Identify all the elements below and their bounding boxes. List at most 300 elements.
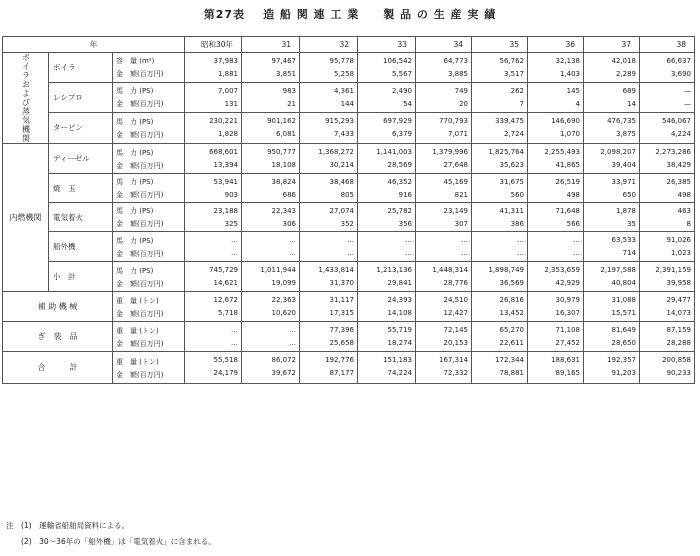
- cell-value: 1,898,749: [488, 266, 525, 274]
- data-cell: [528, 322, 584, 352]
- cell-value: 901,162: [267, 116, 297, 125]
- cell-value: 31,088: [611, 296, 637, 304]
- cell-value: 5,258: [333, 70, 355, 78]
- cell-value: 498: [677, 191, 692, 199]
- year-header: 34: [416, 37, 472, 53]
- cell-value: 18,108: [271, 161, 297, 169]
- cell-value: 1,448,314: [432, 266, 469, 274]
- measure-text: 金 額(百万円): [116, 279, 164, 288]
- cell-value: 28,288: [666, 339, 692, 347]
- data-cell: [185, 53, 242, 83]
- data-cell: [528, 174, 584, 203]
- table-row: [3, 112, 695, 143]
- data-cell: [242, 82, 300, 112]
- cell-value: …: [405, 236, 413, 244]
- cell-value: —: [684, 86, 692, 95]
- data-cell: [416, 352, 472, 384]
- cell-value: 42,929: [555, 279, 581, 287]
- data-cell: [358, 82, 416, 112]
- cell-value: 3,875: [615, 129, 637, 138]
- cell-value: 188,631: [551, 356, 581, 364]
- data-cell: [300, 144, 358, 174]
- cell-value: 4: [575, 99, 581, 108]
- measure-text: 容 量 (m²): [116, 57, 155, 66]
- cell-value: 14,621: [213, 279, 239, 287]
- cell-value: —: [684, 99, 692, 108]
- data-cell: [472, 262, 528, 292]
- data-cell: [300, 262, 358, 292]
- data-cell: [185, 292, 242, 322]
- cell-value: 42,018: [611, 57, 637, 65]
- data-cell: [242, 174, 300, 203]
- group-label: ぎ 装 品: [3, 322, 113, 352]
- table-row: [3, 322, 695, 352]
- data-cell: [242, 53, 300, 83]
- cell-value: 915,293: [325, 116, 355, 125]
- measure-label: [113, 53, 185, 83]
- cell-value: 55,719: [387, 326, 413, 334]
- data-cell: [242, 262, 300, 292]
- table-row: [3, 292, 695, 322]
- footnotes: [6, 518, 216, 550]
- cell-value: 950,777: [267, 148, 297, 156]
- cell-value: 3,885: [447, 70, 469, 78]
- group-label: 合 計: [3, 352, 113, 384]
- cell-value: 2,255,493: [544, 148, 581, 156]
- cell-value: 770,793: [439, 116, 469, 125]
- data-cell: [472, 232, 528, 262]
- data-cell: [640, 53, 695, 83]
- data-cell: [416, 112, 472, 143]
- data-cell: [242, 292, 300, 322]
- data-cell: [528, 352, 584, 384]
- cell-value: 39,404: [611, 161, 637, 169]
- data-cell: [416, 262, 472, 292]
- data-cell: [584, 352, 640, 384]
- table-row: [3, 174, 695, 203]
- cell-value: 22,611: [499, 339, 525, 347]
- measure-label: [113, 232, 185, 262]
- data-cell: [472, 82, 528, 112]
- cell-value: …: [231, 249, 239, 257]
- measure-text: 金 額(百万円): [116, 191, 164, 199]
- cell-value: 6,379: [391, 129, 413, 138]
- cell-value: 668,601: [209, 148, 239, 156]
- cell-value: 2,724: [503, 129, 525, 138]
- data-cell: [416, 174, 472, 203]
- cell-value: 65,270: [499, 326, 525, 334]
- cell-value: 903: [224, 191, 239, 199]
- data-cell: [584, 174, 640, 203]
- cell-value: 5,718: [217, 309, 239, 317]
- measure-text: 金 額(百万円): [116, 370, 164, 379]
- data-cell: [472, 352, 528, 384]
- cell-value: 13,452: [499, 309, 525, 317]
- cell-value: 5,567: [391, 70, 413, 78]
- table-number: 第27表: [203, 8, 246, 21]
- cell-value: 386: [510, 220, 525, 228]
- year-label: 年: [3, 37, 185, 53]
- data-cell: [640, 322, 695, 352]
- cell-value: 1,433,814: [318, 266, 355, 274]
- measure-label: [113, 262, 185, 292]
- data-cell: [472, 322, 528, 352]
- table-row: [3, 232, 695, 262]
- data-cell: [185, 174, 242, 203]
- cell-value: 916: [398, 191, 413, 199]
- measure-text: 重 量 (トン): [116, 357, 159, 366]
- cell-value: 356: [398, 220, 413, 228]
- table-row: [3, 262, 695, 292]
- cell-value: 1,011,944: [260, 266, 297, 274]
- cell-value: 29,477: [666, 296, 692, 304]
- cell-value: 13,394: [213, 161, 239, 169]
- subgroup-label: ボイラ: [49, 53, 113, 83]
- cell-value: 2,490: [391, 86, 413, 95]
- data-cell: [584, 232, 640, 262]
- data-cell: [242, 112, 300, 143]
- cell-value: 805: [340, 191, 355, 199]
- cell-value: 16,307: [555, 309, 581, 317]
- cell-value: …: [517, 249, 525, 257]
- data-cell: [640, 82, 695, 112]
- measure-text: 金 額(百万円): [116, 130, 164, 139]
- cell-value: 560: [510, 191, 525, 199]
- data-cell: [584, 53, 640, 83]
- data-cell: [640, 352, 695, 384]
- cell-value: 7,433: [333, 129, 355, 138]
- cell-value: 650: [622, 191, 637, 199]
- cell-value: 41,311: [499, 207, 525, 215]
- data-cell: [640, 174, 695, 203]
- data-cell: [528, 262, 584, 292]
- cell-value: 3,517: [503, 70, 525, 78]
- cell-value: 27,452: [555, 339, 581, 347]
- cell-value: 31,675: [499, 178, 525, 186]
- cell-value: 172,344: [495, 356, 525, 364]
- cell-value: 262: [510, 86, 525, 95]
- cell-value: 90,233: [666, 369, 692, 377]
- data-cell: [416, 203, 472, 232]
- cell-value: 18,274: [387, 339, 413, 347]
- cell-value: 1,881: [217, 70, 239, 78]
- measure-text: 金 額(百万円): [116, 220, 164, 228]
- cell-value: …: [347, 249, 355, 257]
- cell-value: 25,658: [329, 339, 355, 347]
- cell-value: 1,368,272: [318, 148, 355, 156]
- cell-value: 30,214: [329, 161, 355, 169]
- cell-value: …: [573, 249, 581, 257]
- cell-value: 89,165: [555, 369, 581, 377]
- cell-value: 23,188: [213, 207, 239, 215]
- data-cell: [358, 292, 416, 322]
- data-cell: [358, 174, 416, 203]
- cell-value: 95,778: [329, 57, 355, 65]
- data-cell: [242, 232, 300, 262]
- footnote: (2) 30～36年の「船外機」は「電気着火」に含まれる。: [6, 537, 216, 546]
- cell-value: 86,072: [271, 356, 297, 364]
- cell-value: 498: [566, 191, 581, 199]
- cell-value: 55,518: [213, 356, 239, 364]
- data-cell: [584, 292, 640, 322]
- cell-value: 53,941: [213, 178, 239, 186]
- table-caption: 造 船 関 連 工 業 製 品 の 生 産 実 績: [263, 8, 497, 21]
- cell-value: 33,971: [611, 178, 637, 186]
- cell-value: …: [405, 249, 413, 257]
- cell-value: 14: [627, 99, 637, 108]
- cell-value: 91,203: [611, 369, 637, 377]
- measure-text: 重 量 (トン): [116, 326, 159, 335]
- data-cell: [358, 203, 416, 232]
- data-cell: [584, 203, 640, 232]
- data-cell: [242, 352, 300, 384]
- cell-value: 697,929: [383, 116, 413, 125]
- cell-value: 36,569: [499, 279, 525, 287]
- cell-value: 307: [454, 220, 469, 228]
- measure-text: 金 額(百万円): [116, 100, 164, 109]
- cell-value: 71,108: [555, 326, 581, 334]
- measure-label: [113, 174, 185, 203]
- production-table: [2, 36, 695, 384]
- cell-value: 28,650: [611, 339, 637, 347]
- cell-value: 1,213,136: [376, 266, 413, 274]
- cell-value: 745,729: [209, 266, 239, 274]
- measure-text: 金 額(百万円): [116, 309, 164, 318]
- data-cell: [584, 262, 640, 292]
- year-header: 昭和30年: [185, 37, 242, 53]
- year-header: 33: [358, 37, 416, 53]
- cell-value: 1,825,764: [488, 148, 525, 156]
- year-header: 37: [584, 37, 640, 53]
- data-cell: [472, 144, 528, 174]
- cell-value: …: [289, 326, 297, 334]
- table-row: [3, 352, 695, 384]
- cell-value: 74,224: [387, 369, 413, 377]
- cell-value: 20: [459, 99, 469, 108]
- data-cell: [640, 144, 695, 174]
- cell-value: 97,467: [271, 57, 297, 65]
- data-cell: [640, 203, 695, 232]
- cell-value: 1,878: [615, 207, 637, 215]
- data-cell: [185, 352, 242, 384]
- data-cell: [358, 232, 416, 262]
- data-cell: [640, 232, 695, 262]
- cell-value: 1,403: [559, 70, 581, 78]
- cell-value: 87,159: [666, 326, 692, 334]
- footnote: 注 (1) 運輸省船舶局資料による。: [6, 521, 130, 530]
- data-cell: [358, 262, 416, 292]
- data-cell: [242, 203, 300, 232]
- cell-value: 2,273,286: [655, 148, 692, 156]
- cell-value: 151,183: [383, 356, 413, 364]
- cell-value: 46,352: [387, 178, 413, 186]
- subgroup-label: 小 計: [49, 262, 113, 292]
- data-cell: [358, 112, 416, 143]
- data-cell: [358, 322, 416, 352]
- cell-value: 31,370: [329, 279, 355, 287]
- cell-value: 35: [627, 220, 637, 228]
- data-cell: [185, 144, 242, 174]
- table-row: [3, 53, 695, 83]
- cell-value: 14,108: [387, 309, 413, 317]
- cell-value: 1,141,003: [376, 148, 413, 156]
- data-cell: [300, 352, 358, 384]
- data-cell: [416, 53, 472, 83]
- data-cell: [358, 144, 416, 174]
- measure-text: 馬 力 (PS): [116, 87, 154, 96]
- cell-value: 78,881: [499, 369, 525, 377]
- measure-text: 馬 力 (PS): [116, 178, 154, 186]
- cell-value: 2,353,659: [544, 266, 581, 274]
- measure-text: 金 額(百万円): [116, 339, 164, 348]
- cell-value: 31,117: [329, 296, 355, 304]
- cell-value: 476,735: [607, 116, 637, 125]
- cell-value: 7,071: [447, 129, 469, 138]
- data-cell: [528, 82, 584, 112]
- cell-value: 27,074: [329, 207, 355, 215]
- cell-value: 144: [340, 99, 355, 108]
- data-cell: [472, 292, 528, 322]
- data-cell: [242, 322, 300, 352]
- header-row: [3, 37, 695, 53]
- group-label: ボイラおよび蒸気機関: [3, 53, 49, 144]
- data-cell: [300, 203, 358, 232]
- data-cell: [640, 112, 695, 143]
- cell-value: 35,623: [499, 161, 525, 169]
- data-cell: [358, 53, 416, 83]
- cell-value: 38,429: [666, 161, 692, 169]
- data-cell: [472, 53, 528, 83]
- data-cell: [416, 292, 472, 322]
- measure-label: [113, 352, 185, 384]
- cell-value: 39,672: [271, 369, 297, 377]
- cell-value: 72,332: [443, 369, 469, 377]
- data-cell: [185, 203, 242, 232]
- cell-value: 32,138: [555, 57, 581, 65]
- data-cell: [300, 112, 358, 143]
- cell-value: 131: [224, 99, 239, 108]
- cell-value: 2,289: [615, 70, 637, 78]
- cell-value: 325: [224, 220, 239, 228]
- data-cell: [640, 292, 695, 322]
- cell-value: 45,169: [443, 178, 469, 186]
- subgroup-label: ディーゼル: [49, 144, 113, 174]
- cell-value: 106,542: [383, 57, 413, 65]
- cell-value: 54: [403, 99, 413, 108]
- subgroup-label: 焼 玉: [49, 174, 113, 203]
- data-cell: [416, 82, 472, 112]
- cell-value: …: [461, 236, 469, 244]
- year-header: 38: [640, 37, 695, 53]
- cell-value: 7: [519, 99, 525, 108]
- data-cell: [185, 232, 242, 262]
- cell-value: 24,510: [443, 296, 469, 304]
- cell-value: 10,620: [271, 309, 297, 317]
- year-header: 36: [528, 37, 584, 53]
- cell-value: 26,816: [499, 296, 525, 304]
- cell-value: 1,379,996: [432, 148, 469, 156]
- cell-value: 20,153: [443, 339, 469, 347]
- data-cell: [528, 203, 584, 232]
- measure-text: 金 額(百万円): [116, 70, 164, 79]
- data-cell: [185, 112, 242, 143]
- group-label: 補 助 機 械: [3, 292, 113, 322]
- data-cell: [472, 203, 528, 232]
- cell-value: …: [289, 339, 297, 347]
- data-cell: [300, 322, 358, 352]
- cell-value: 12,427: [443, 309, 469, 317]
- table-row: [3, 82, 695, 112]
- measure-text: 金 額(百万円): [116, 161, 164, 170]
- cell-value: 689: [622, 86, 637, 95]
- cell-value: 686: [282, 191, 297, 199]
- cell-value: 1,070: [559, 129, 581, 138]
- cell-value: 40,804: [611, 279, 637, 287]
- cell-value: 26,519: [555, 178, 581, 186]
- data-cell: [242, 144, 300, 174]
- cell-value: …: [231, 326, 239, 334]
- cell-value: 230,221: [209, 116, 239, 125]
- table-row: [3, 144, 695, 174]
- cell-value: 12,672: [213, 296, 239, 304]
- cell-value: …: [289, 236, 297, 244]
- data-cell: [584, 82, 640, 112]
- cell-value: 200,858: [662, 356, 692, 364]
- cell-value: 21: [287, 99, 297, 108]
- cell-value: 15,571: [611, 309, 637, 317]
- cell-value: …: [573, 236, 581, 244]
- cell-value: 167,314: [439, 356, 469, 364]
- data-cell: [185, 322, 242, 352]
- cell-value: …: [231, 236, 239, 244]
- data-cell: [584, 144, 640, 174]
- cell-value: 7,007: [217, 86, 239, 95]
- data-cell: [416, 144, 472, 174]
- cell-value: 2,391,159: [655, 266, 692, 274]
- cell-value: 983: [282, 86, 297, 95]
- subgroup-label: 船外機: [49, 232, 113, 262]
- measure-text: 重 量 (トン): [116, 296, 159, 305]
- cell-value: 27,648: [443, 161, 469, 169]
- data-cell: [528, 232, 584, 262]
- cell-value: 41,865: [555, 161, 581, 169]
- data-cell: [528, 292, 584, 322]
- cell-value: 23,149: [443, 207, 469, 215]
- data-cell: [300, 174, 358, 203]
- year-header: 35: [472, 37, 528, 53]
- data-cell: [528, 144, 584, 174]
- data-cell: [640, 262, 695, 292]
- cell-value: …: [231, 339, 239, 347]
- cell-value: 24,393: [387, 296, 413, 304]
- cell-value: 17,315: [329, 309, 355, 317]
- data-cell: [528, 53, 584, 83]
- measure-text: 馬 力 (PS): [116, 207, 154, 215]
- data-cell: [472, 112, 528, 143]
- cell-value: 22,363: [271, 296, 297, 304]
- measure-text: 馬 力 (PS): [116, 266, 154, 275]
- data-cell: [416, 322, 472, 352]
- cell-value: 566: [566, 220, 581, 228]
- cell-value: 77,396: [329, 326, 355, 334]
- cell-value: 714: [622, 249, 637, 257]
- cell-value: 4,361: [333, 86, 355, 95]
- cell-value: 192,357: [607, 356, 637, 364]
- measure-label: [113, 292, 185, 322]
- cell-value: 24,179: [213, 369, 239, 377]
- cell-value: 66,637: [666, 57, 692, 65]
- group-label: 内燃機関: [3, 144, 49, 292]
